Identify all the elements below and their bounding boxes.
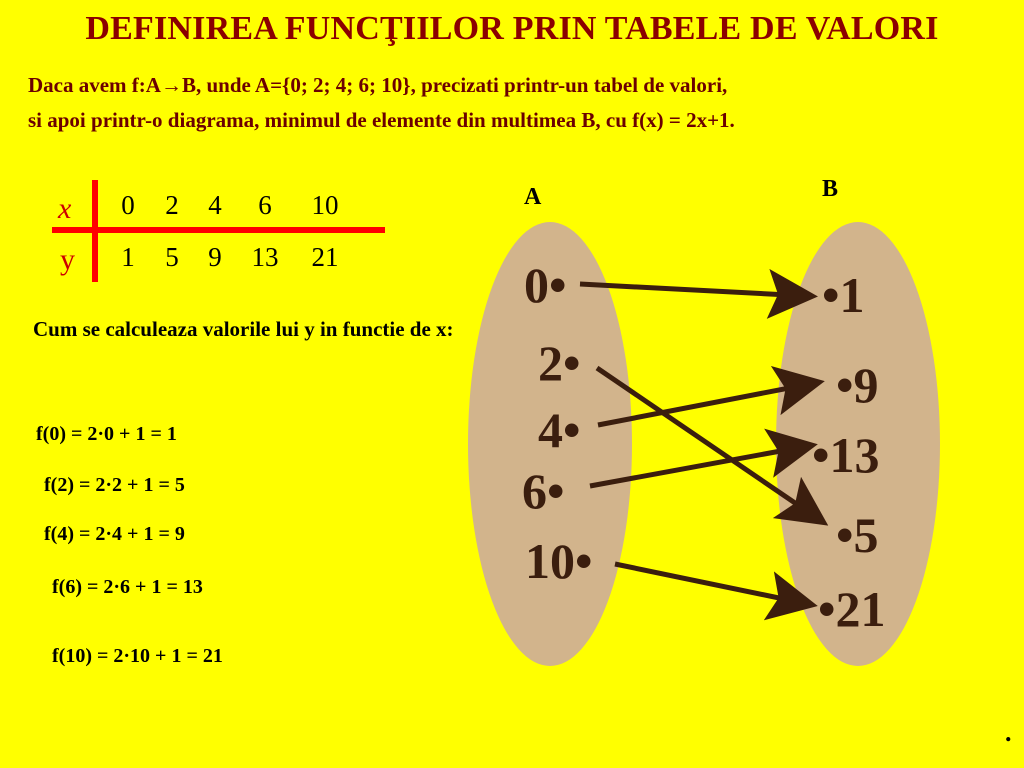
table-x-cell: 4 (208, 190, 222, 220)
table-x-cell: 0 (121, 190, 135, 220)
corner-dot: . (1005, 718, 1012, 747)
calculation-line: f(6) = 2·6 + 1 = 13 (52, 576, 203, 598)
set-b-element: •5 (836, 507, 879, 563)
table-x-cell: 6 (258, 190, 272, 220)
set-b-label: B (822, 176, 839, 202)
set-a-element: 2• (538, 335, 581, 391)
table-y-header: y (60, 243, 75, 276)
table-y-cell: 5 (165, 242, 179, 272)
set-b-element: •1 (822, 267, 865, 323)
table-y-cell: 13 (251, 242, 279, 272)
arrow-0-to-1 (580, 284, 808, 296)
problem-line-2: si apoi printr-o diagrama, minimul de elemente din multimea B, cu f(x) = 2x+1. (28, 108, 735, 132)
set-b-element: •9 (836, 357, 879, 413)
table-y-cell: 21 (311, 242, 339, 272)
calculation-line: f(0) = 2·0 + 1 = 1 (36, 423, 177, 445)
calculation-line: f(2) = 2·2 + 1 = 5 (44, 474, 185, 496)
calculation-line: f(10) = 2·10 + 1 = 21 (52, 645, 223, 667)
calculation-intro: Cum se calculeaza valorile lui y in functie de x: (33, 317, 454, 341)
table-x-header: x (58, 192, 72, 225)
arrow-10-to-21 (615, 564, 808, 604)
table-x-cell: 10 (311, 190, 339, 220)
table-y-cell: 9 (208, 242, 222, 272)
calculation-line: f(4) = 2·4 + 1 = 9 (44, 523, 185, 545)
table-x-cell: 2 (165, 190, 179, 220)
set-a-element: 0• (524, 257, 567, 313)
table-y-cell: 1 (121, 242, 135, 272)
slide-title: DEFINIREA FUNCŢIILOR PRIN TABELE DE VALORI (85, 10, 939, 47)
set-a-element: 6• (522, 463, 565, 519)
set-b-element: •21 (818, 581, 886, 637)
problem-line-1: Daca avem f:A→B, unde A={0; 2; 4; 6; 10}, precizati printr-un tabel de valori, (28, 73, 728, 97)
set-a-element: 4• (538, 402, 581, 458)
set-b-element: •13 (812, 427, 880, 483)
set-a-element: 10• (525, 533, 593, 589)
set-a-label: A (524, 184, 542, 210)
